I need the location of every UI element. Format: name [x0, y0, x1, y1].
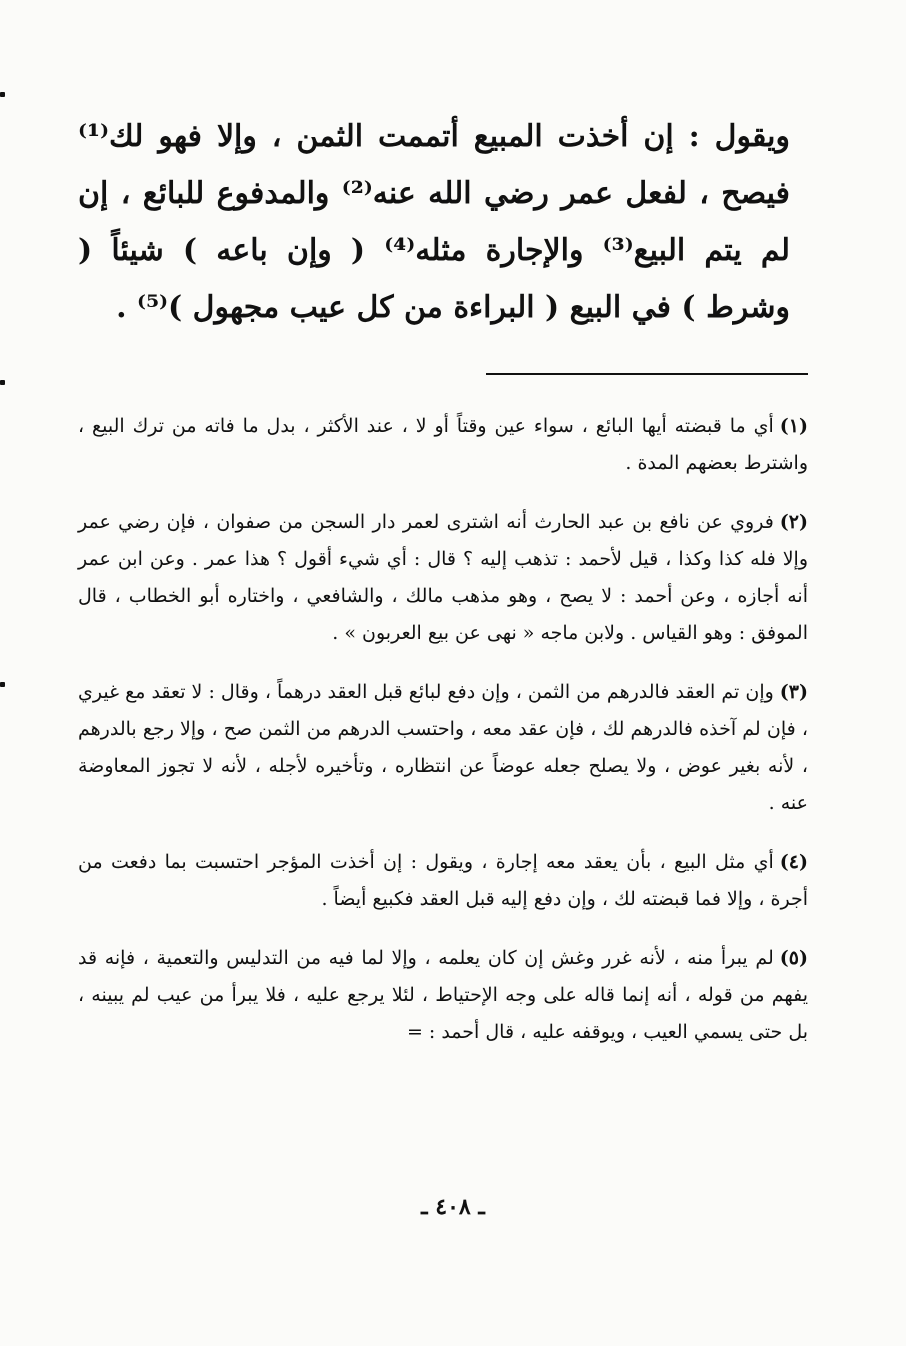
footnote-number: (٤): [779, 851, 808, 873]
footnote: [78, 408, 808, 482]
page-number: ـ ٤٠٨ ـ: [421, 1194, 485, 1220]
footnote-text: أي ما قبضته أيها البائع ، سواء عين وقتاً أو لا ، عند الأكثر ، بدل ما فاته من ترك البيع ، واشترط بعضهم المدة .: [78, 415, 808, 474]
footnote-number: (١): [779, 415, 808, 437]
footnote: [78, 674, 808, 822]
main-paragraph: ويقول : إن أخذت المبيع أتممت الثمن ، وإلا فهو لك⁽¹⁾ فيصح ، لفعل عمر رضي الله عنه⁽²⁾ والمدفوع للبائع ، إن لم يتم البيع⁽³⁾ والإجارة مثله⁽⁴⁾ ( وإن باعه ) شيئاً ( وشرط ) في البيع ( البراءة من كل عيب مجهول )⁽⁵⁾ .: [78, 119, 791, 325]
main-text: [78, 108, 790, 336]
footnote-separator: [486, 373, 808, 375]
footnote: [78, 940, 808, 1051]
footnote-number: (٥): [779, 947, 808, 969]
footnote-text: أي مثل البيع ، بأن يعقد معه إجارة ، ويقول : إن أخذت المؤجر احتسبت بما دفعت من أجرة ، وإلا فما قبضته لك ، وإن دفع إليه قبل العقد فكبيع أيضاً .: [78, 851, 808, 910]
footnote-text: وإن تم العقد فالدرهم من الثمن ، وإن دفع لبائع قبل العقد درهماً ، وقال : لا تعقد مع غيري ، فإن لم آخذه فالدرهم لك ، فإن عقد معه ، واحتسب الدرهم من الثمن صح ، وإلا رجع بالدرهم ، لأنه بغير عوض ، ولا يصلح جعله عوضاً عن انتظاره ، وتأخيره لأجله ، لأنه لا تجوز المعاوضة عنه .: [78, 681, 808, 814]
margin-mark: [0, 92, 5, 97]
margin-mark: [0, 380, 5, 385]
footnote-number: (٢): [779, 511, 808, 533]
footnote: [78, 504, 808, 652]
footnotes: [78, 408, 808, 1073]
margin-mark: [0, 682, 5, 687]
footnote: [78, 844, 808, 918]
footnote-text: لم يبرأ منه ، لأنه غرر وغش إن كان يعلمه ، وإلا لما فيه من التدليس والتعمية ، فإنه قد يفهم من قوله ، أنه إنما قاله على وجه الإحتياط ، لئلا يرجع عليه ، فلا يبرأ من عيب لم يبينه ، بل حتى يسمي العيب ، ويوقفه عليه ، قال أحمد : =: [78, 947, 808, 1043]
footnote-number: (٣): [779, 681, 808, 703]
footnote-text: فروي عن نافع بن عبد الحارث أنه اشترى لعمر دار السجن من صفوان ، فإن رضي عمر وإلا فله كذا وكذا ، قيل لأحمد : تذهب إليه ؟ قال : أي شيء أقول ؟ هذا عمر . وعن ابن عمر أنه أجازه ، وعن أحمد : لا يصح ، وهو مذهب مالك ، والشافعي ، واختاره أبو الخطاب ، قال الموفق : وهو القياس . ولابن ماجه « نهى عن بيع العربون » .: [78, 511, 808, 644]
